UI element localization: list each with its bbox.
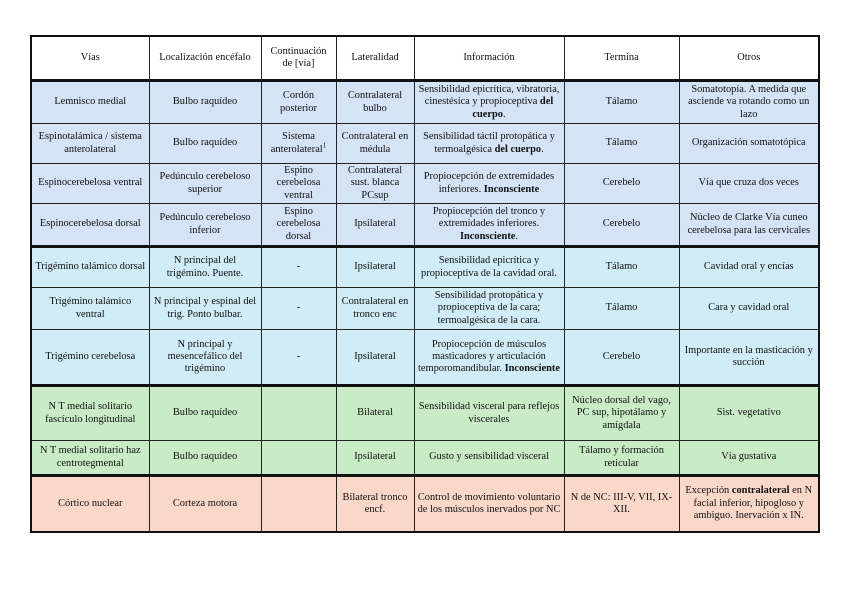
cell-termina: Cerebelo (564, 204, 679, 247)
cell-otros: Vía que cruza dos veces (679, 164, 819, 204)
cell-otros: Somatotopía. A medida que asciende va rotando como un lazo (679, 81, 819, 124)
cell-via: Espinocerebelosa ventral (31, 164, 149, 204)
cell-otros: Sist. vegetativo (679, 386, 819, 441)
cell-via: N T medial solitario fascículo longitudinal (31, 386, 149, 441)
cell-localizacion: Pedúnculo cerebeloso inferior (149, 204, 261, 247)
cell-via: N T medial solitario haz centrotegmental (31, 441, 149, 476)
cont-text: Sistema anterolateral (270, 131, 323, 155)
cell-localizacion: N principal y mesencefálico del trigémino (149, 330, 261, 386)
info-text: Propiocepción del tronco y extremidades inferiores. (432, 206, 546, 230)
header-informacion: Información (414, 36, 564, 81)
cell-termina: Tálamo y formación reticular (564, 441, 679, 476)
cell-termina: Tálamo (564, 124, 679, 164)
cell-localizacion: Bulbo raquídeo (149, 81, 261, 124)
pathways-table (30, 35, 820, 533)
cell-otros: Vía gustativa (679, 441, 819, 476)
cell-via: Trigémino talámico dorsal (31, 247, 149, 288)
cell-termina: Tálamo (564, 81, 679, 124)
info-text: Sensibilidad epicrítica, vibratoria, cinestésica y propioceptiva (418, 84, 560, 108)
cell-continuacion (261, 386, 336, 441)
cell-localizacion: Bulbo raquídeo (149, 124, 261, 164)
cell-otros: Cavidad oral y encías (679, 247, 819, 288)
cell-informacion (414, 288, 564, 330)
cell-otros: Importante en la masticación y succión (679, 330, 819, 386)
cell-continuacion: - (261, 330, 336, 386)
cell-continuacion: Espino cerebelosa ventral (261, 164, 336, 204)
info-emphasis: del cuerpo (472, 96, 554, 120)
cell-informacion (414, 476, 564, 532)
cell-lateralidad: Bilateral tronco encf. (336, 476, 414, 532)
info-emphasis: del cuerpo (494, 143, 542, 155)
info-tail: . (515, 230, 519, 242)
cell-lateralidad: Ipsilateral (336, 441, 414, 476)
info-emphasis: Inconsciente (483, 183, 540, 195)
header-vias: Vías (31, 36, 149, 81)
header-row (31, 36, 819, 81)
cell-via: Trigémino cerebelosa (31, 330, 149, 386)
cell-lateralidad: Bilateral (336, 386, 414, 441)
info-text: Sensibilidad epicrítica y propioceptiva de la cavidad oral. (421, 255, 557, 279)
table-row (31, 204, 819, 247)
cell-termina: Cerebelo (564, 164, 679, 204)
cell-informacion (414, 330, 564, 386)
table-row (31, 164, 819, 204)
cell-informacion (414, 164, 564, 204)
table-row (31, 386, 819, 441)
cell-continuacion (261, 476, 336, 532)
cell-informacion (414, 204, 564, 247)
cell-lateralidad: Ipsilateral (336, 330, 414, 386)
table-row (31, 330, 819, 386)
cell-via: Espinocerebelosa dorsal (31, 204, 149, 247)
table-row (31, 476, 819, 532)
cell-informacion (414, 386, 564, 441)
info-text: Propiocepción de extremidades inferiores. (423, 171, 555, 195)
info-text: Gusto y sensibilidad visceral (429, 451, 549, 463)
info-tail: . (502, 108, 506, 120)
cell-termina: Tálamo (564, 247, 679, 288)
cell-lateralidad: Contralateral sust. blanca PCsup (336, 164, 414, 204)
otros-text: Excepción (685, 485, 732, 497)
cell-termina: Tálamo (564, 288, 679, 330)
header-lateralidad: Lateralidad (336, 36, 414, 81)
table-row (31, 247, 819, 288)
header-localizacion: Localización encéfalo (149, 36, 261, 81)
cell-localizacion: Pedúnculo cerebeloso superior (149, 164, 261, 204)
otros-tail: en N facial inferior, hipogloso y ambiguo. Inervación x IN. (693, 485, 813, 521)
cell-otros: Cara y cavidad oral (679, 288, 819, 330)
cell-otros: Organización somatotópica (679, 124, 819, 164)
cell-termina: N de NC: III-V, VII, IX-XII. (564, 476, 679, 532)
table-row (31, 81, 819, 124)
info-tail: . (541, 143, 544, 155)
info-text: Sensibilidad protopática y propioceptiva de la cara; termoalgésica de la cara. (434, 290, 544, 326)
cell-termina: Cerebelo (564, 330, 679, 386)
info-emphasis: Inconsciente (504, 363, 560, 375)
info-emphasis: Inconsciente (459, 230, 516, 242)
cell-informacion (414, 441, 564, 476)
cell-localizacion: N principal y espinal del trig. Ponto bulbar. (149, 288, 261, 330)
cell-continuacion: - (261, 288, 336, 330)
cell-lateralidad: Contralateral en médula (336, 124, 414, 164)
cell-continuacion: Cordón posterior (261, 81, 336, 124)
header-continuacion: Continuación de [vía] (261, 36, 336, 81)
cell-lateralidad: Contralateral en tronco enc (336, 288, 414, 330)
cell-informacion (414, 124, 564, 164)
footnote-marker: 1 (322, 141, 327, 150)
cell-localizacion: Bulbo raquídeo (149, 386, 261, 441)
cell-informacion (414, 247, 564, 288)
cell-localizacion: Bulbo raquídeo (149, 441, 261, 476)
cell-lateralidad: Contralateral bulbo (336, 81, 414, 124)
cell-localizacion: Corteza motora (149, 476, 261, 532)
cell-localizacion: N principal del trigémino. Puente. (149, 247, 261, 288)
info-text: Propiocepción de músculos masticadores y articulación temporomandibular. (418, 338, 547, 375)
cell-informacion (414, 81, 564, 124)
cell-continuacion: - (261, 247, 336, 288)
cell-continuacion (261, 441, 336, 476)
cell-via: Espinotalámica / sistema anterolateral (31, 124, 149, 164)
cell-via: Trigémino talámico ventral (31, 288, 149, 330)
table-row (31, 288, 819, 330)
cell-via: Córtico nuclear (31, 476, 149, 532)
table-row (31, 124, 819, 164)
header-otros: Otros (679, 36, 819, 81)
cell-lateralidad: Ipsilateral (336, 204, 414, 247)
cell-continuacion (261, 124, 336, 164)
cell-otros (679, 476, 819, 532)
cell-otros: Núcleo de Clarke Vía cuneo cerebelosa para las cervicales (679, 204, 819, 247)
info-text: Sensibilidad táctil protopática y termoalgésica (423, 131, 555, 155)
header-termina: Termina (564, 36, 679, 81)
otros-emphasis: contralateral (731, 485, 790, 497)
table-row (31, 441, 819, 476)
cell-continuacion: Espino cerebelosa dorsal (261, 204, 336, 247)
info-text: Sensibilidad visceral para reflejos viscerales (418, 401, 560, 425)
cell-via: Lemnisco medial (31, 81, 149, 124)
cell-lateralidad: Ipsilateral (336, 247, 414, 288)
cell-termina: Núcleo dorsal del vago, PC sup, hipotálamo y amígdala (564, 386, 679, 441)
info-text: Control de movimiento voluntario de los músculos inervados por NC (417, 491, 561, 515)
